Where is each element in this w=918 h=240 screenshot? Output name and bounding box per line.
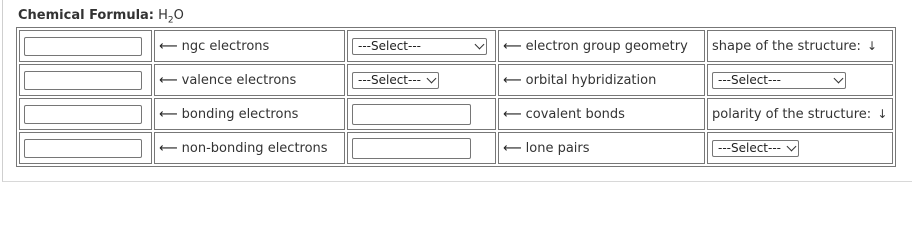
row-label: bonding electrons xyxy=(181,106,299,122)
lone-pairs-input[interactable] xyxy=(352,138,471,159)
non-bonding-electrons-input[interactable] xyxy=(24,139,142,158)
orbital-hybridization-select[interactable]: ---Select--- xyxy=(352,72,439,89)
row-label: orbital hybridization xyxy=(525,72,657,88)
left-arrow-icon: ⟵ xyxy=(503,72,522,88)
down-arrow-icon: ↓ xyxy=(877,106,888,121)
row-label: non-bonding electrons xyxy=(181,140,328,156)
chevron-down-icon xyxy=(834,73,844,83)
table-row xyxy=(19,30,893,62)
left-arrow-icon: ⟵ xyxy=(503,106,522,122)
shape-select[interactable]: ---Select--- xyxy=(712,72,846,89)
down-arrow-icon: ↓ xyxy=(867,38,878,53)
covalent-bonds-input[interactable] xyxy=(352,104,471,125)
left-arrow-icon: ⟵ xyxy=(159,140,178,156)
row-label: valence electrons xyxy=(181,72,297,88)
left-arrow-icon: ⟵ xyxy=(159,72,178,88)
formula-value: $H_2O$ xyxy=(158,8,184,26)
row-label: lone pairs xyxy=(525,140,590,156)
row-label: ngc electrons xyxy=(181,38,270,54)
polarity-label: polarity of the structure: xyxy=(712,106,872,122)
row-label: covalent bonds xyxy=(525,106,625,122)
chemical-formula xyxy=(18,8,184,26)
left-arrow-icon: ⟵ xyxy=(503,38,522,54)
formula-label: Chemical Formula: xyxy=(18,8,154,23)
table-row xyxy=(19,132,893,164)
left-arrow-icon: ⟵ xyxy=(503,140,522,156)
bonding-electrons-input[interactable] xyxy=(24,105,142,124)
polarity-select[interactable]: ---Select--- xyxy=(712,140,799,157)
ngc-electrons-input[interactable] xyxy=(24,37,142,56)
valence-electrons-input[interactable] xyxy=(24,71,142,90)
table-row xyxy=(19,64,893,96)
chevron-down-icon xyxy=(787,141,797,151)
electron-group-geometry-select[interactable]: ---Select--- xyxy=(352,38,487,55)
chevron-down-icon xyxy=(475,39,485,49)
shape-label: shape of the structure: xyxy=(712,38,861,54)
table-row xyxy=(19,98,893,130)
left-arrow-icon: ⟵ xyxy=(159,106,178,122)
left-arrow-icon: ⟵ xyxy=(159,38,178,54)
lewis-structure-table xyxy=(16,27,896,167)
chevron-down-icon xyxy=(427,73,437,83)
row-label: electron group geometry xyxy=(525,38,688,54)
